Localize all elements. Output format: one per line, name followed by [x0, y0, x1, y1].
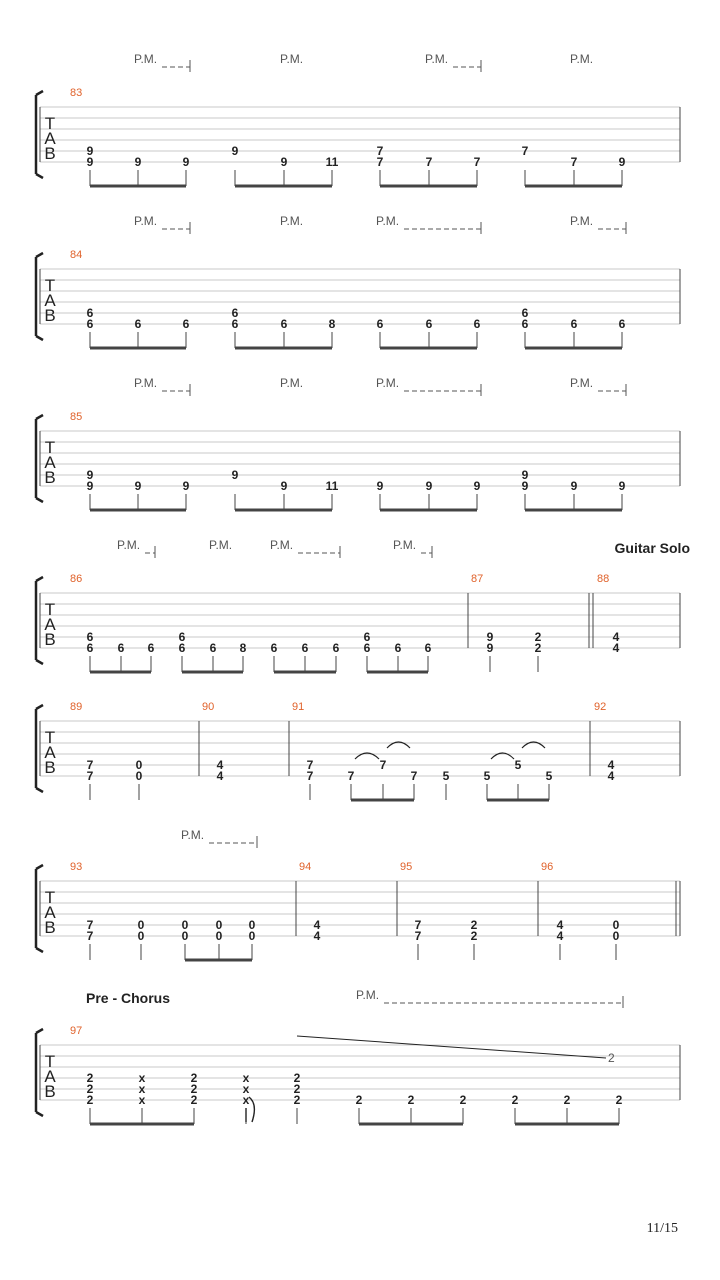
fret-number: x — [242, 1093, 250, 1107]
fret-number: 9 — [86, 144, 94, 158]
fret-number: 2 — [459, 1093, 467, 1107]
fret-number: 6 — [363, 630, 371, 644]
measure-number: 84 — [70, 249, 83, 261]
fret-number: 5 — [483, 769, 491, 783]
fret-number: 0 — [137, 918, 145, 932]
measure-number: 83 — [70, 87, 83, 99]
fret-number: 9 — [182, 155, 190, 169]
palm-mute-label: P.M. — [393, 538, 417, 552]
fret-number: 9 — [86, 155, 94, 169]
fret-number: 2 — [190, 1082, 198, 1096]
fret-number: 4 — [313, 918, 321, 932]
fret-number: 6 — [363, 641, 371, 655]
fret-number: 7 — [347, 769, 355, 783]
tab-clef-letter: B — [44, 306, 56, 325]
measure-number: 93 — [70, 861, 83, 873]
palm-mute-label: P.M. — [570, 376, 594, 390]
fret-number: 0 — [612, 929, 620, 943]
tab-clef-letter: B — [44, 468, 56, 487]
fret-number: 8 — [328, 317, 336, 331]
fret-number: 6 — [521, 306, 529, 320]
palm-mute-label: P.M. — [134, 214, 158, 228]
fret-number: 7 — [379, 758, 387, 772]
fret-number: 2 — [355, 1093, 363, 1107]
fret-number: 9 — [86, 468, 94, 482]
fret-number: 7 — [86, 758, 94, 772]
tab-clef-letter: B — [44, 144, 56, 163]
fret-number: 2 — [190, 1071, 198, 1085]
fret-number: 7 — [414, 929, 422, 943]
fret-number: x — [138, 1071, 146, 1085]
fret-number: 6 — [86, 641, 94, 655]
fret-number: 6 — [280, 317, 288, 331]
tab-clef-letter: A — [44, 453, 56, 472]
fret-number: 9 — [618, 479, 626, 493]
fret-number: 4 — [612, 641, 620, 655]
palm-mute-label: P.M. — [376, 376, 400, 390]
fret-number: 6 — [425, 317, 433, 331]
palm-mute-label: P.M. — [280, 214, 304, 228]
palm-mute-label: P.M. — [425, 52, 449, 66]
fret-number: 6 — [182, 317, 190, 331]
palm-mute-label: P.M. — [117, 538, 141, 552]
fret-number: 6 — [394, 641, 402, 655]
fret-number: 9 — [86, 479, 94, 493]
fret-number: 8 — [239, 641, 247, 655]
fret-number: 2 — [534, 641, 542, 655]
fret-number: 4 — [313, 929, 321, 943]
fret-number: 6 — [301, 641, 309, 655]
fret-number: 7 — [410, 769, 418, 783]
palm-mute-label: P.M. — [134, 52, 158, 66]
fret-number: 2 — [86, 1093, 94, 1107]
fret-number: 0 — [215, 929, 223, 943]
fret-number: 6 — [332, 641, 340, 655]
fret-number: 7 — [376, 144, 384, 158]
tab-clef-letter: B — [44, 1082, 56, 1101]
slide-target-fret: 2 — [608, 1051, 615, 1065]
tab-clef-letter: T — [44, 728, 56, 747]
measure-number: 94 — [299, 861, 312, 873]
fret-number: 7 — [521, 144, 529, 158]
tab-clef-letter: T — [44, 888, 56, 907]
fret-number: 2 — [190, 1093, 198, 1107]
fret-number: 6 — [231, 306, 239, 320]
fret-number: 6 — [86, 306, 94, 320]
fret-number: 0 — [135, 758, 143, 772]
measure-number: 95 — [400, 861, 413, 873]
fret-number: 6 — [376, 317, 384, 331]
tab-clef-letter: B — [44, 918, 56, 937]
fret-number: 6 — [147, 641, 155, 655]
fret-number: 9 — [231, 144, 239, 158]
fret-number: 7 — [86, 769, 94, 783]
fret-number: 9 — [570, 479, 578, 493]
fret-number: 0 — [135, 769, 143, 783]
fret-number: 9 — [521, 479, 529, 493]
tab-clef-letter: T — [44, 1052, 56, 1071]
fret-number: 4 — [216, 758, 224, 772]
fret-number: 9 — [486, 641, 494, 655]
fret-number: 0 — [181, 929, 189, 943]
fret-number: 0 — [612, 918, 620, 932]
palm-mute-label: P.M. — [181, 828, 205, 842]
fret-number: 6 — [178, 641, 186, 655]
fret-number: 6 — [570, 317, 578, 331]
tab-clef-letter: T — [44, 114, 56, 133]
tab-clef-letter: A — [44, 903, 56, 922]
tab-clef-letter: A — [44, 291, 56, 310]
fret-number: 6 — [521, 317, 529, 331]
tab-clef-letter: T — [44, 438, 56, 457]
fret-number: 5 — [545, 769, 553, 783]
fret-number: 0 — [181, 918, 189, 932]
fret-number: 0 — [248, 918, 256, 932]
fret-number: 6 — [86, 317, 94, 331]
palm-mute-label: P.M. — [280, 376, 304, 390]
section-title: Guitar Solo — [614, 540, 690, 556]
fret-number: 4 — [556, 929, 564, 943]
tab-clef-letter: B — [44, 758, 56, 777]
fret-number: 9 — [618, 155, 626, 169]
fret-number: 2 — [86, 1071, 94, 1085]
palm-mute-label: P.M. — [570, 52, 594, 66]
palm-mute-label: P.M. — [280, 52, 304, 66]
fret-number: x — [242, 1071, 250, 1085]
tab-clef-letter: T — [44, 600, 56, 619]
fret-number: 7 — [306, 769, 314, 783]
fret-number: 9 — [376, 479, 384, 493]
measure-number: 88 — [597, 573, 610, 585]
fret-number: 6 — [134, 317, 142, 331]
measure-number: 92 — [594, 701, 607, 713]
fret-number: 0 — [248, 929, 256, 943]
fret-number: x — [138, 1093, 146, 1107]
fret-number: 0 — [215, 918, 223, 932]
measure-number: 91 — [292, 701, 305, 713]
fret-number: x — [138, 1082, 146, 1096]
fret-number: 5 — [514, 758, 522, 772]
fret-number: 2 — [407, 1093, 415, 1107]
page-number: 11/15 — [646, 1221, 678, 1236]
measure-number: 87 — [471, 573, 484, 585]
tab-clef-letter: T — [44, 276, 56, 295]
fret-number: 2 — [293, 1082, 301, 1096]
fret-number: 9 — [425, 479, 433, 493]
fret-number: 9 — [473, 479, 481, 493]
fret-number: 2 — [470, 918, 478, 932]
fret-number: 6 — [209, 641, 217, 655]
fret-number: 2 — [86, 1082, 94, 1096]
fret-number: 6 — [618, 317, 626, 331]
fret-number: 2 — [534, 630, 542, 644]
fret-number: 4 — [607, 769, 615, 783]
palm-mute-label: P.M. — [570, 214, 594, 228]
fret-number: 6 — [178, 630, 186, 644]
fret-number: 5 — [442, 769, 450, 783]
fret-number: x — [242, 1082, 250, 1096]
measure-number: 89 — [70, 701, 83, 713]
fret-number: 7 — [86, 929, 94, 943]
fret-number: 6 — [86, 630, 94, 644]
fret-number: 4 — [216, 769, 224, 783]
fret-number: 2 — [511, 1093, 519, 1107]
fret-number: 2 — [563, 1093, 571, 1107]
fret-number: 9 — [280, 479, 288, 493]
palm-mute-label: P.M. — [270, 538, 294, 552]
fret-number: 9 — [231, 468, 239, 482]
fret-number: 4 — [612, 630, 620, 644]
fret-number: 6 — [231, 317, 239, 331]
fret-number: 2 — [293, 1071, 301, 1085]
palm-mute-label: P.M. — [134, 376, 158, 390]
tab-clef-letter: A — [44, 129, 56, 148]
fret-number: 4 — [556, 918, 564, 932]
palm-mute-label: P.M. — [376, 214, 400, 228]
fret-number: 0 — [137, 929, 145, 943]
tab-clef-letter: A — [44, 1067, 56, 1086]
tab-clef-letter: A — [44, 743, 56, 762]
palm-mute-label: P.M. — [356, 988, 380, 1002]
measure-number: 85 — [70, 411, 83, 423]
fret-number: 6 — [117, 641, 125, 655]
fret-number: 11 — [325, 155, 339, 169]
palm-mute-label: P.M. — [209, 538, 233, 552]
fret-number: 9 — [280, 155, 288, 169]
fret-number: 11 — [325, 479, 339, 493]
fret-number: 9 — [486, 630, 494, 644]
fret-number: 7 — [414, 918, 422, 932]
fret-number: 6 — [473, 317, 481, 331]
fret-number: 7 — [306, 758, 314, 772]
measure-number: 86 — [70, 573, 83, 585]
fret-number: 2 — [615, 1093, 623, 1107]
fret-number: 9 — [521, 468, 529, 482]
measure-number: 96 — [541, 861, 554, 873]
fret-number: 9 — [182, 479, 190, 493]
tab-clef-letter: A — [44, 615, 56, 634]
fret-number: 7 — [376, 155, 384, 169]
measure-number: 97 — [70, 1025, 83, 1037]
section-title: Pre - Chorus — [86, 990, 171, 1006]
fret-number: 9 — [134, 479, 142, 493]
fret-number: 2 — [293, 1093, 301, 1107]
slide-line — [297, 1036, 606, 1058]
tab-clef-letter: B — [44, 630, 56, 649]
fret-number: 7 — [86, 918, 94, 932]
fret-number: 7 — [425, 155, 433, 169]
fret-number: 9 — [134, 155, 142, 169]
fret-number: 6 — [424, 641, 432, 655]
fret-number: 4 — [607, 758, 615, 772]
fret-number: 6 — [270, 641, 278, 655]
fret-number: 2 — [470, 929, 478, 943]
fret-number: 7 — [570, 155, 578, 169]
measure-number: 90 — [202, 701, 215, 713]
fret-number: 7 — [473, 155, 481, 169]
